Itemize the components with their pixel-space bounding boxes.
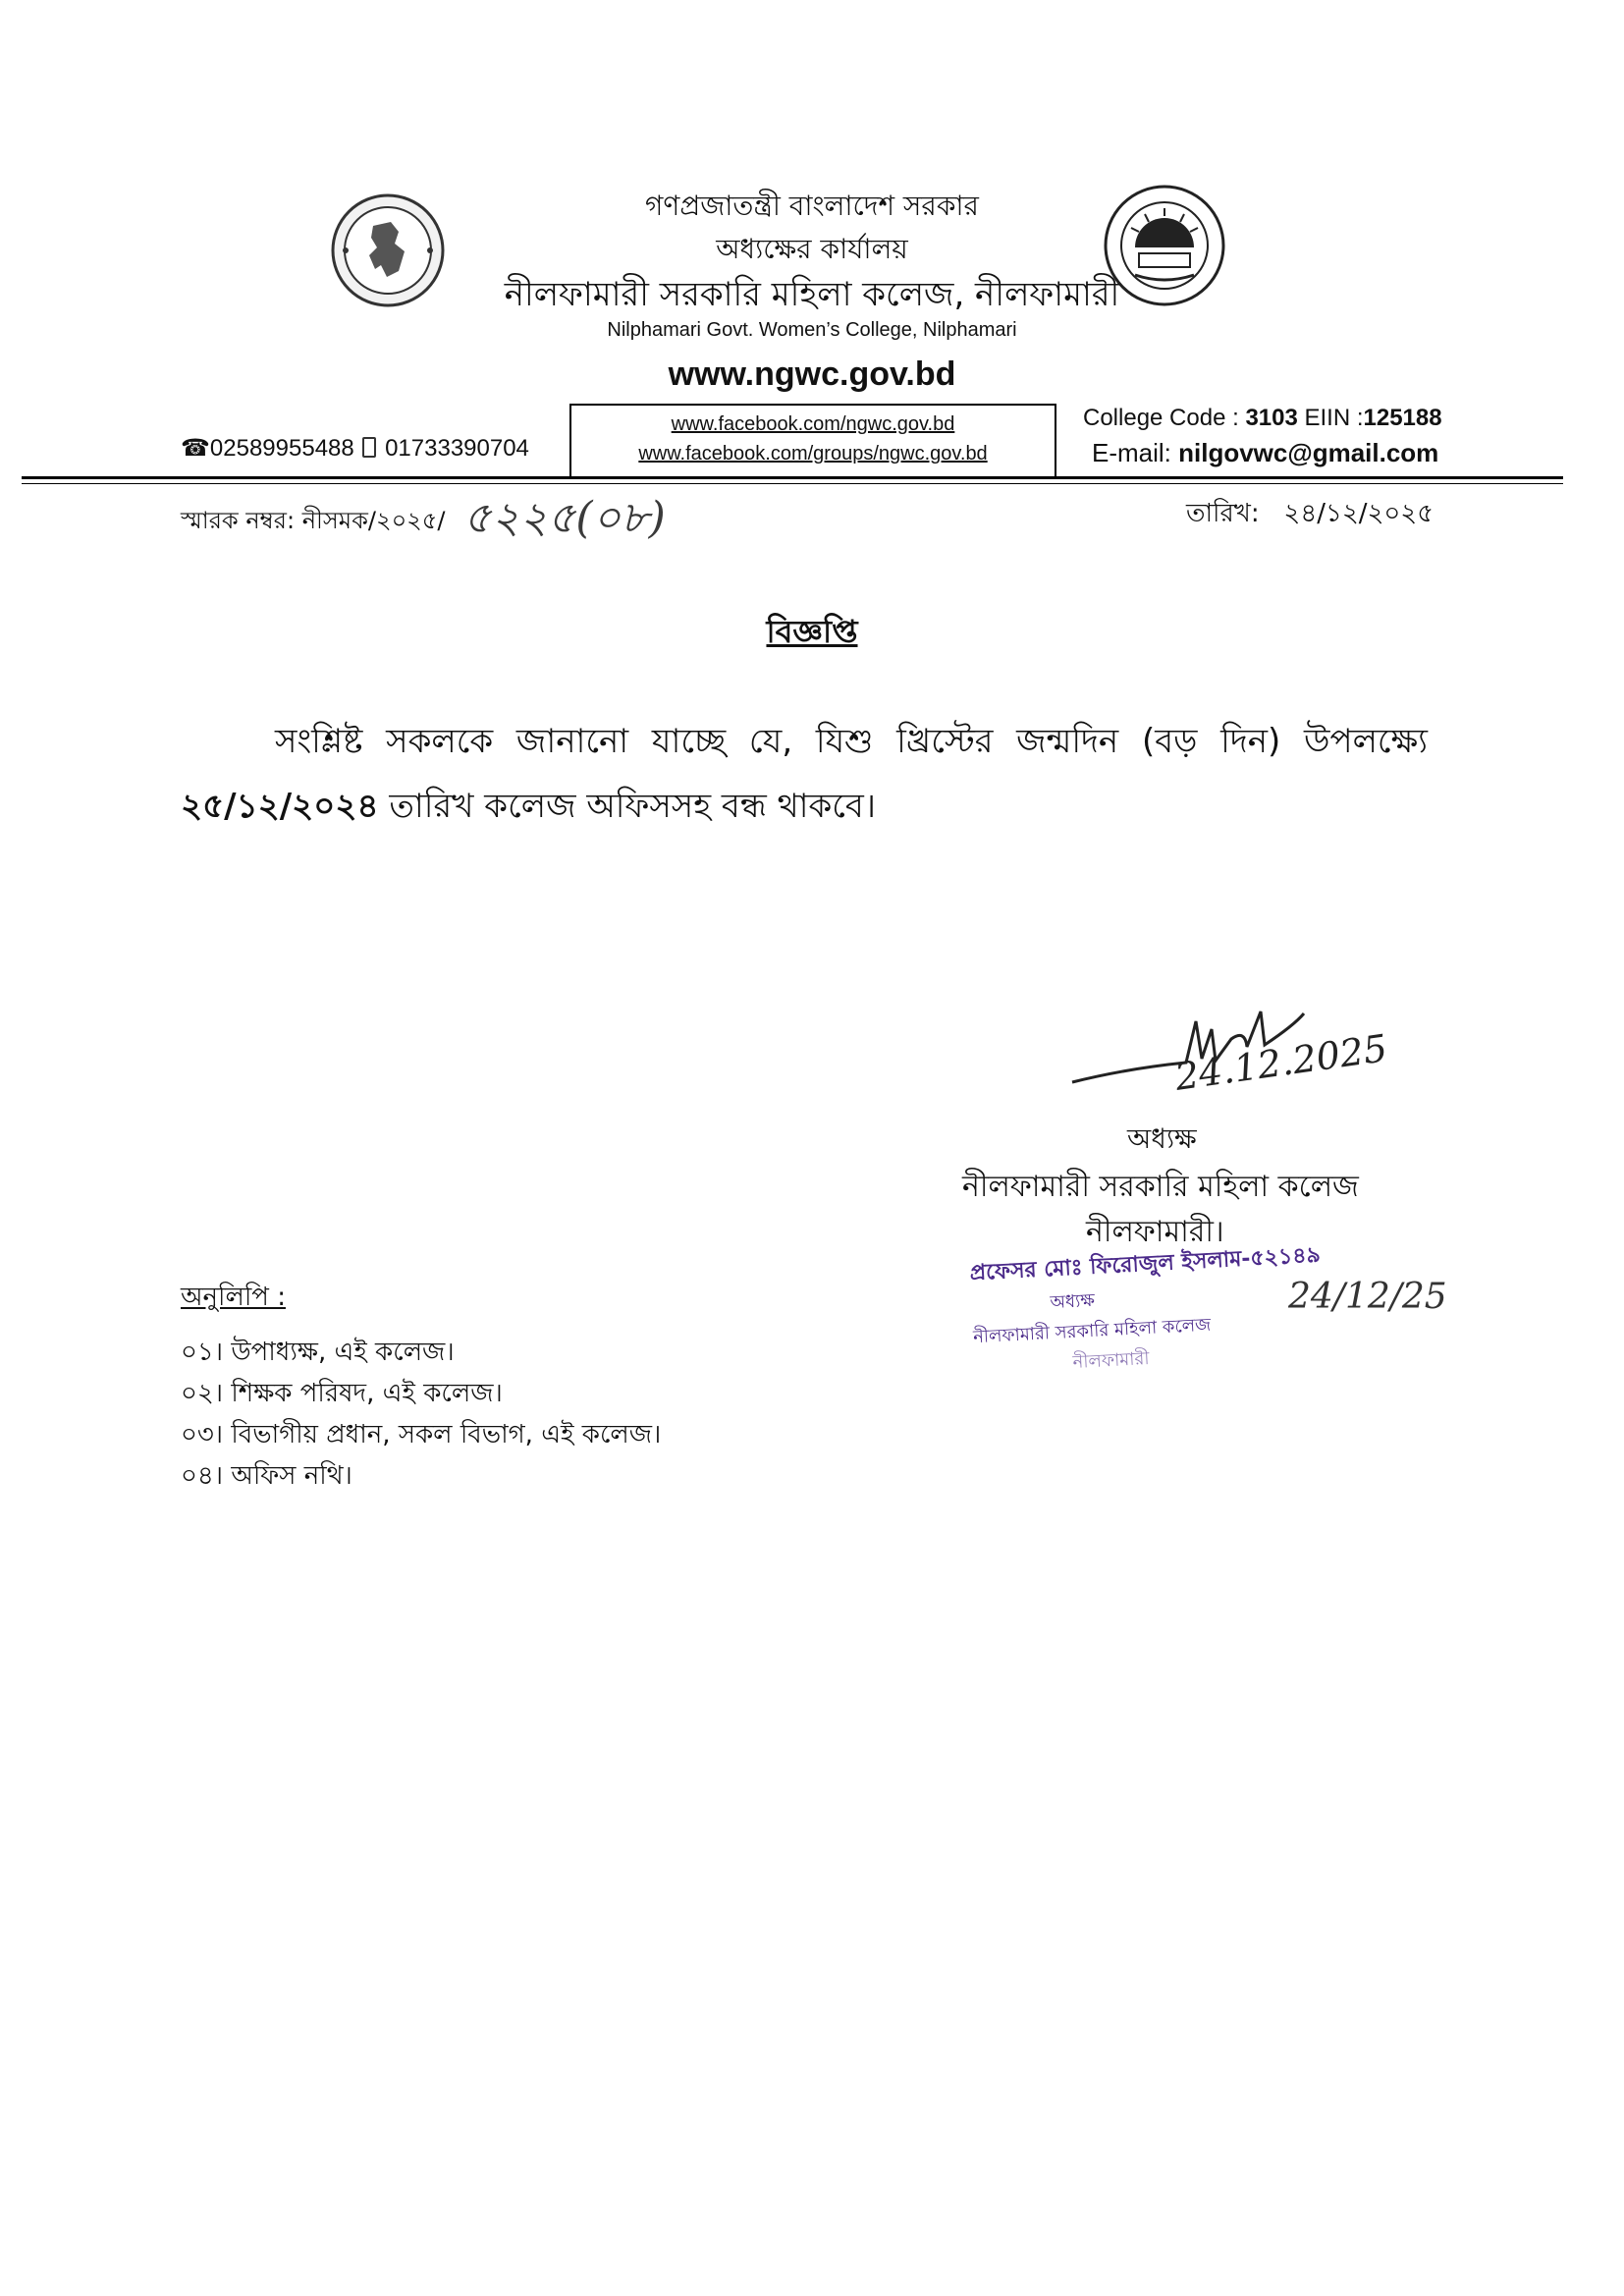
- college-name-bangla: নীলফামারী সরকারি মহিলা কলেজ, নীলফামারী: [504, 275, 1120, 314]
- eiin-label: EIIN :: [1297, 405, 1364, 431]
- copy-item: ০১। উপাধ্যক্ষ, এই কলেজ।: [181, 1338, 455, 1367]
- copies-title: অনুলিপি :: [181, 1283, 286, 1312]
- stamp-handwritten-date: 24/12/25: [1288, 1277, 1447, 1317]
- copy-item: ০৩। বিভাগীয় প্রধান, সকল বিভাগ, এই কলেজ।: [181, 1420, 662, 1449]
- date-line: [1186, 493, 1434, 536]
- notice-body: [181, 709, 1428, 839]
- copy-item: ০৪। অফিস নথি।: [181, 1461, 352, 1491]
- signatory-designation: অধ্যক্ষ: [1127, 1122, 1197, 1155]
- email-line: [1092, 438, 1438, 468]
- contact-phones: [181, 434, 529, 463]
- facebook-links-box: [569, 404, 1056, 478]
- college-name-english: Nilphamari Govt. Women’s College, Nilphamari: [607, 319, 1017, 341]
- stamp-name: প্রফেসর মোঃ ফিরোজুল ইসলাম-৫২১৪৯: [969, 1242, 1322, 1286]
- email-address[interactable]: nilgovwc@gmail.com: [1178, 438, 1439, 467]
- eiin-value: 125188: [1363, 405, 1442, 431]
- signatory-district: নীলফামারী।: [1086, 1215, 1224, 1249]
- email-label: E-mail:: [1092, 438, 1179, 467]
- date-label: তারিখ:: [1186, 499, 1260, 528]
- government-name: গণপ্রজাতন্ত্রী বাংলাদেশ সরকার: [645, 190, 979, 222]
- notice-text-part2: তারিখ কলেজ অফিসসহ বন্ধ থাকবে।: [378, 787, 876, 826]
- office-name: অধ্যক্ষের কার্যালয়: [716, 233, 908, 265]
- phone-icon: ☎: [181, 435, 210, 462]
- college-code-label: College Code :: [1083, 405, 1246, 431]
- mobile-icon: [362, 437, 376, 458]
- phone-number: 02589955488: [209, 435, 354, 462]
- principal-stamp: [969, 1238, 1326, 1385]
- college-code-line: [1083, 405, 1442, 432]
- signature-handwritten-date: 24.12.2025: [1171, 1026, 1390, 1099]
- copy-item: ০২। শিক্ষক পরিষদ, এই কলেজ।: [181, 1379, 503, 1408]
- signatory-college: নীলফামারী সরকারি মহিলা কলেজ: [962, 1170, 1359, 1204]
- header-divider: [22, 476, 1563, 479]
- website-link[interactable]: www.ngwc.gov.bd: [668, 355, 956, 393]
- memo-number-label: স্মারক নম্বর: নীসমক/২০২৫/: [181, 507, 446, 534]
- college-code-value: 3103: [1245, 405, 1298, 431]
- mobile-number: 01733390704: [385, 435, 529, 462]
- date-value: ২৪/১২/২০২৫: [1283, 499, 1435, 528]
- stamp-district: নীলফামারী: [1072, 1347, 1151, 1374]
- copies-section: [181, 1277, 661, 1497]
- memo-number-handwritten: ৫২২৫(০৮): [463, 493, 666, 543]
- facebook-group-link[interactable]: www.facebook.com/groups/ngwc.gov.bd: [638, 443, 988, 465]
- notice-title: বিজ্ঞপ্তি: [766, 613, 858, 650]
- facebook-page-link[interactable]: www.facebook.com/ngwc.gov.bd: [671, 413, 955, 435]
- stamp-designation: অধ্যক্ষ: [1049, 1289, 1096, 1314]
- stamp-college: নীলফামারী সরকারি মহিলা কলেজ: [972, 1314, 1212, 1348]
- header-divider-thin: [22, 483, 1563, 484]
- notice-text-part1: সংশ্লিষ্ট সকলকে জানানো যাচ্ছে যে, যিশু খ্রিস্টের জন্মদিন (বড় দিন) উপলক্ষ্যে: [275, 722, 1428, 761]
- notice-holiday-date: ২৫/১২/২০২৪: [181, 787, 379, 826]
